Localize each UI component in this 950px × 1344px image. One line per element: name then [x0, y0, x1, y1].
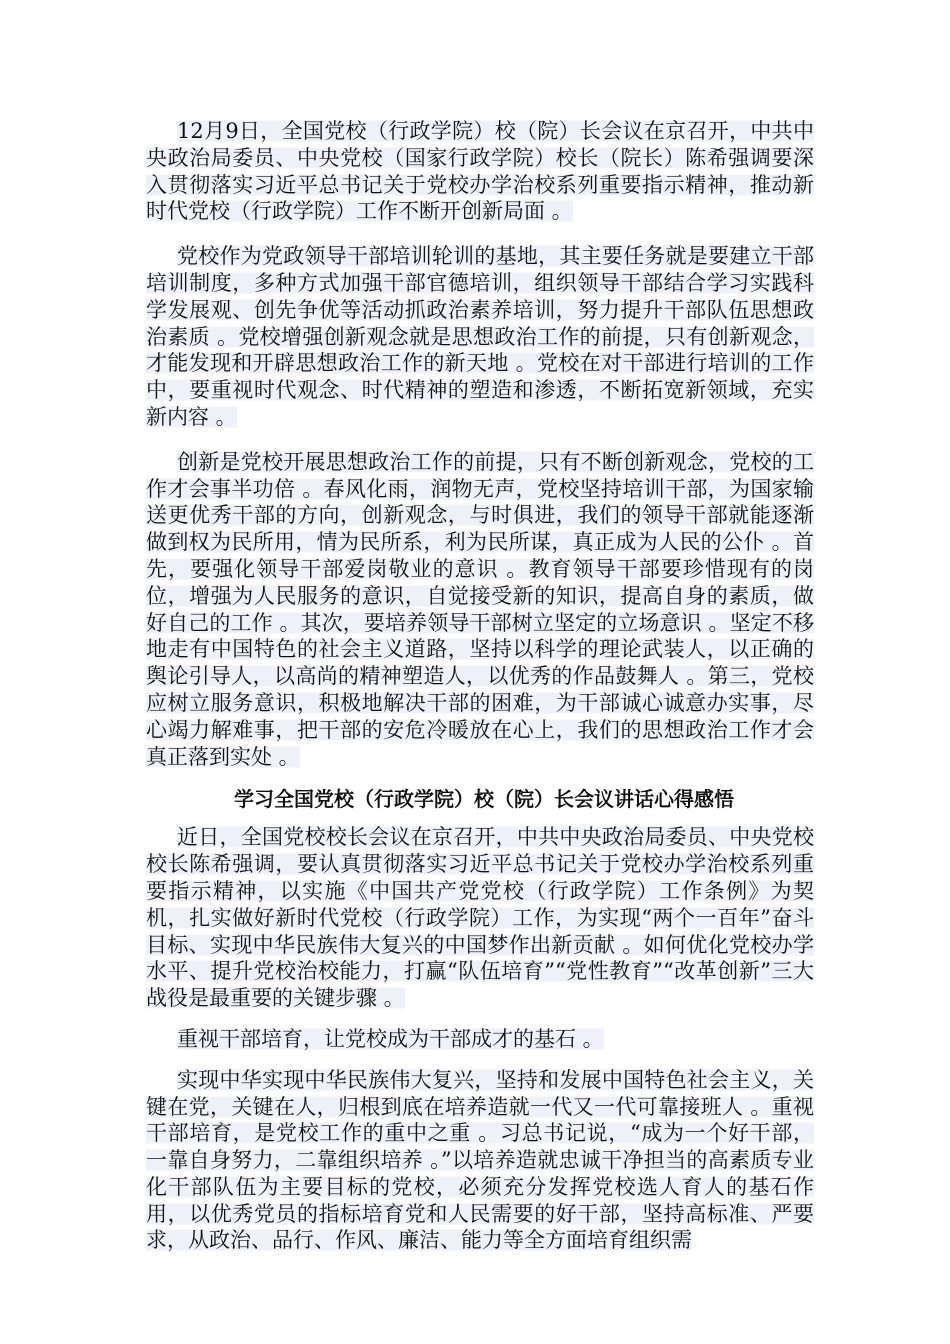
paragraph-text: 党校作为党政领导干部培训轮训的基地，其主要任务就是要建立干部培训制度，多种方式加强干部官德培训，组织领导干部结合学习实践科学发展观、创先争优等活动抓政治素养培训，努力提升干部队伍思想政治素质 。党校增强创新观念就是思想政治工作的前提，只有创新观念，才能发现和开辟思想政治工作的新天地 。党校在对干部进行培训的工作中，要重视时代观念、时代精神的塑造和渗透，不断拓宽新领域，充实新内容 。 — [146, 244, 814, 429]
paragraph-text: 重视干部培育，让党校成为干部成才的基石 。 — [177, 1026, 604, 1051]
document-page — [146, 118, 814, 1272]
paragraph-party-school-role — [146, 243, 814, 431]
paragraph-national-rejuvenation — [146, 1067, 814, 1255]
paragraph-cadre-cultivation — [146, 1026, 814, 1053]
paragraph-meeting-intro — [146, 118, 814, 225]
paragraph-text: 实现中华实现中华民族伟大复兴，坚持和发展中国特色社会主义，关键在党，关键在人，归根到底在培养造就一代又一代可靠接班人 。重视干部培育，是党校工作的重中之重 。习总书记说，“成为一个好干部，一靠自身努力，二靠组织培养 。”以培养造就忠诚干净担当的高素质专业化干部队伍为主要目标的党校，必须充分发挥党校选人育人的基石作用，以优秀党员的指标培育党和人民需要的好干部，坚持高标准、严要求，从政治、品行、作风、廉洁、能力等全方面培育组织需 — [146, 1067, 814, 1253]
paragraph-text: 12月9日，全国党校（行政学院）校（院）长会议在京召开，中共中央政治局委员、中央党校（国家行政学院）校长（院长）陈希强调要深入贯彻落实习近平总书记关于党校办学治校系列重要指示精神，推动新时代党校（行政学院）工作不断开创新局面 。 — [146, 119, 814, 224]
paragraph-text: 创新是党校开展思想政治工作的前提，只有不断创新观念，党校的工作才会事半功倍 。春风化雨，润物无声，党校坚持培训干部，为国家输送更优秀干部的方向，创新观念，与时俱进，我们的领导干部就能逐渐做到权为民所用，情为民所系，利为民所谋，真正成为人民的公仆 。首先，要强化领导干部爱岗敬业的意识 。教育领导干部要珍惜现有的岗位，增强为人民服务的意识，自觉接受新的知识，提高自身的素质，做好自己的工作 。其次，要培养领导干部树立坚定的立场意识 。坚定不移地走有中国特色的社会主义道路，坚持以科学的理论武装人，以正确的舆论引导人，以高尚的精神塑造人，以优秀的作品鼓舞人 。第三，党校应树立服务意识，积极地解决干部的困难，为干部诚心诚意办实事，尽心竭力解难事，把干部的安危冷暖放在心上，我们的思想政治工作才会真正落到实处 。 — [146, 449, 814, 769]
paragraph-text: 近日，全国党校校长会议在京召开，中共中央政治局委员、中央党校校长陈希强调，要认真贯彻落实习近平总书记关于党校办学治校系列重要指示精神，以实施《中国共产党党校（行政学院）工作条例》为契机，扎实做好新时代党校（行政学院）工作，为实现“两个一百年”奋斗目标、实现中华民族伟大复兴的中国梦作出新贡献 。如何优化党校办学水平、提升党校治校能力，打赢“队伍培育”“党性教育”“改革创新”三大战役是最重要的关键步骤 。 — [146, 825, 814, 1011]
paragraph-innovation — [146, 449, 814, 771]
section-heading: 学习全国党校（行政学院）校（院）长会议讲话心得感悟 — [234, 787, 734, 812]
paragraph-recent-meeting — [146, 824, 814, 1012]
